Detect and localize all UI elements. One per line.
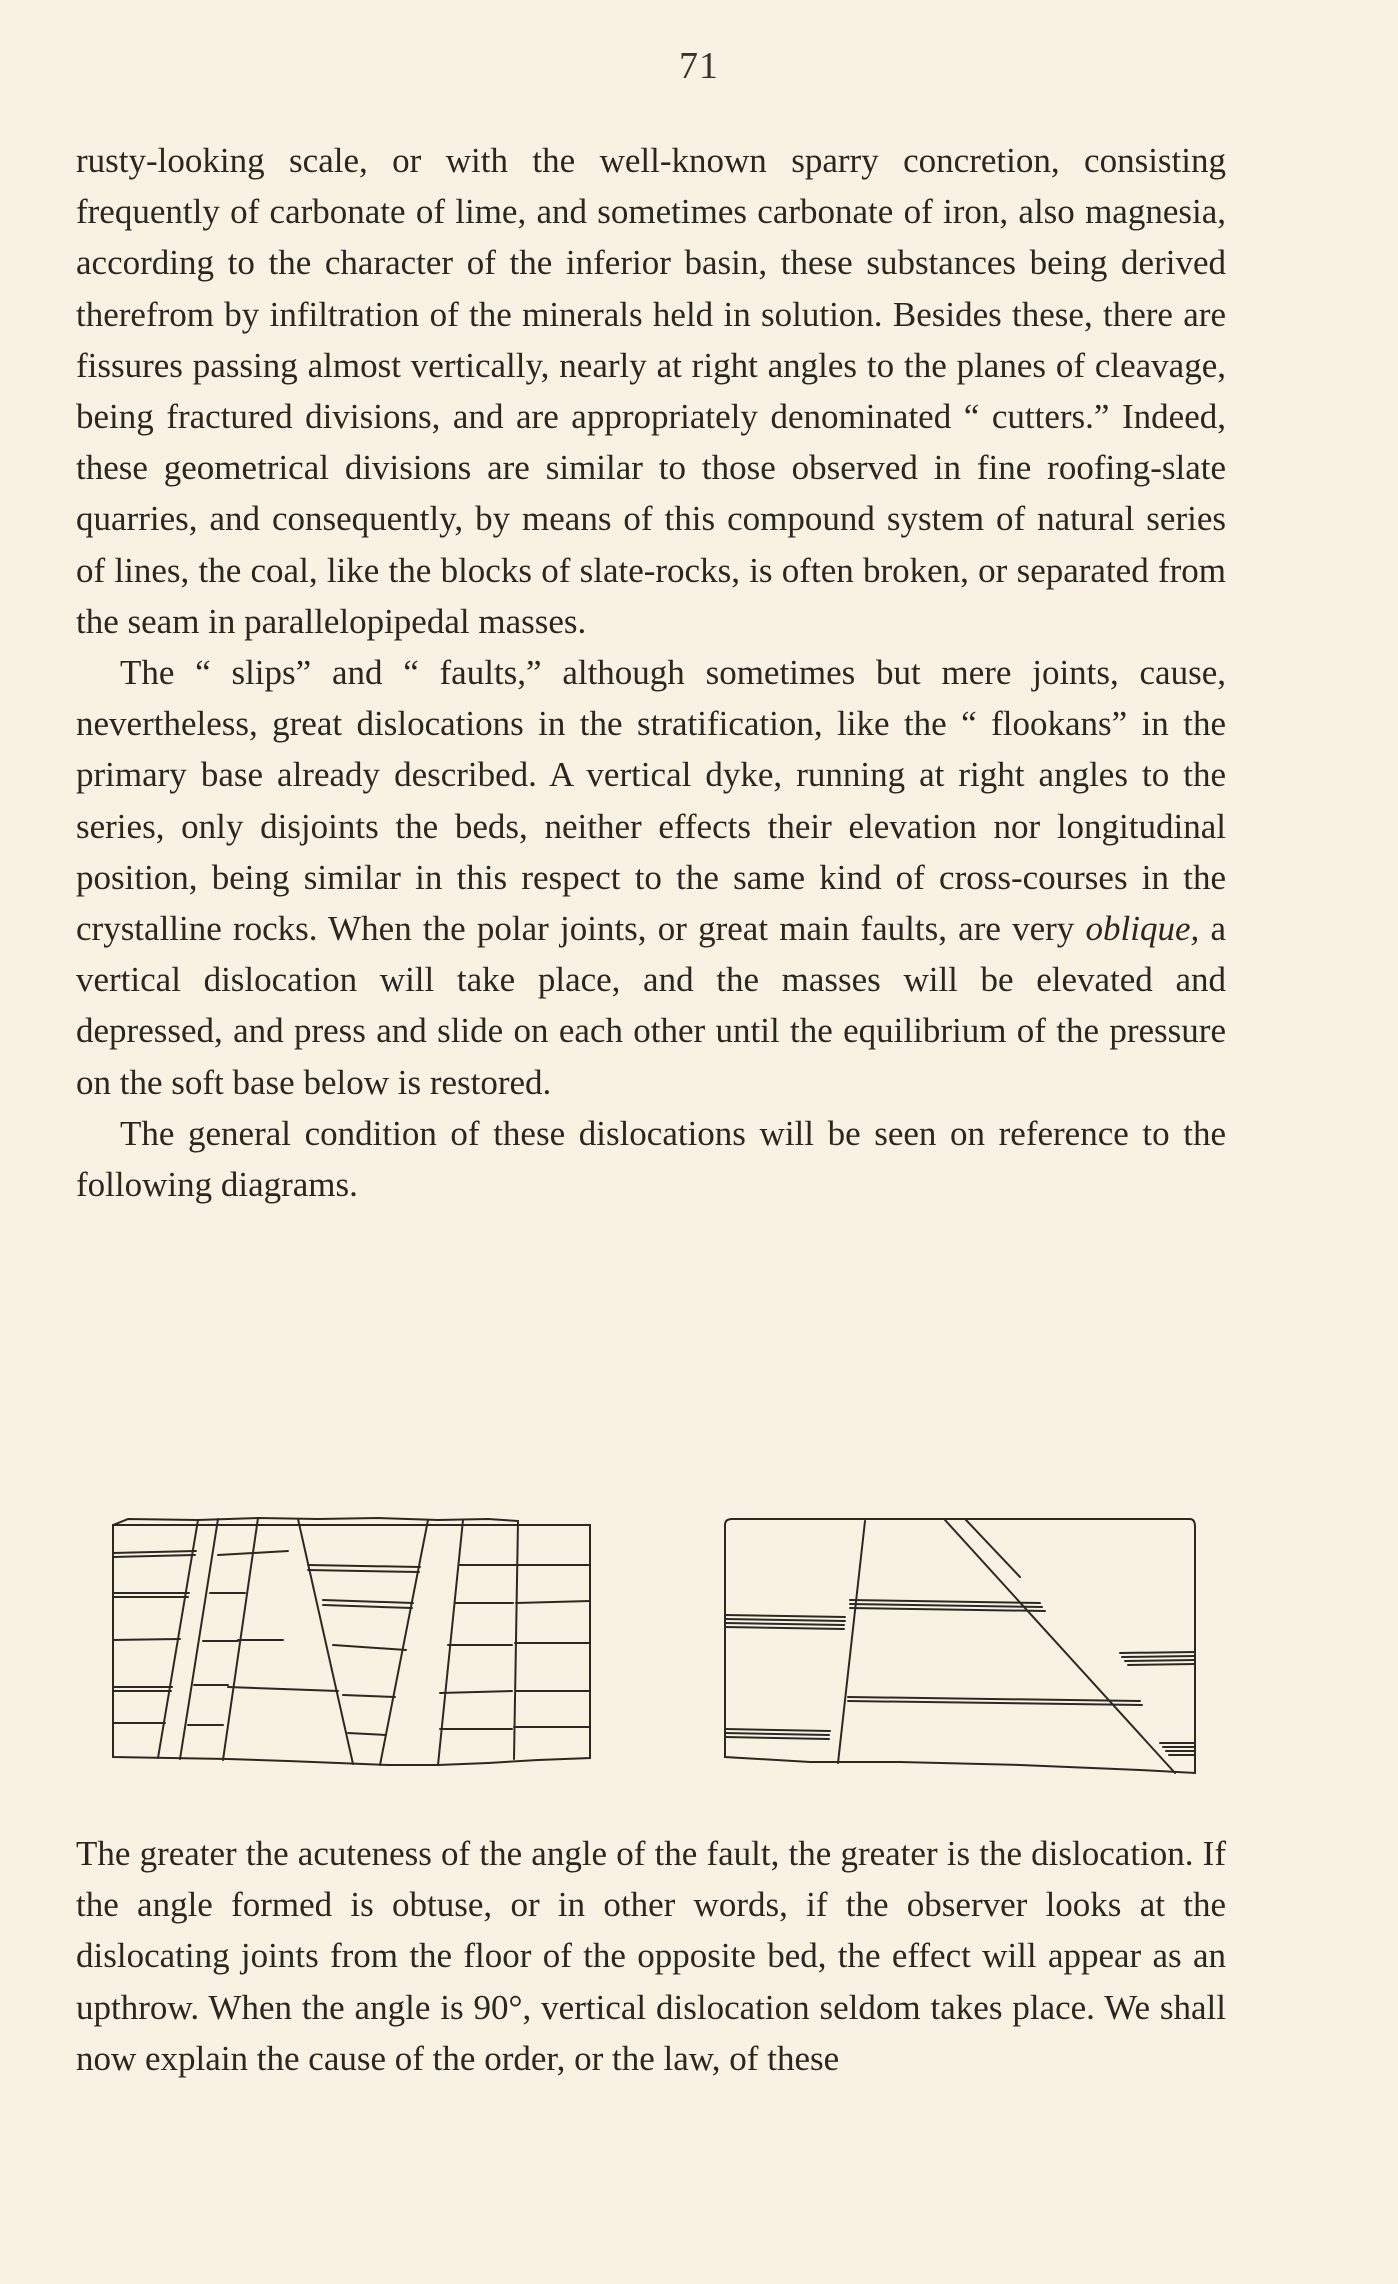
- paragraph-2-italic-word: oblique,: [1085, 909, 1200, 949]
- oblique-fault-diagram-icon: [720, 1515, 1200, 1777]
- body-text-bottom: [76, 1828, 1226, 2084]
- stratified-faults-diagram-icon: [108, 1515, 593, 1775]
- paragraph-2: [76, 647, 1226, 1108]
- paragraph-2-text-a: The “ slips” and “ faults,” although sometimes but mere joints, cause, nevertheless, great dislocations in the stratification, like the “ flookans” in the primary base already described. A vertical dyke, running at right angles to the series, only disjoints the beds, neither effects their elevation nor longitudinal position, being similar in this respect to the same kind of cross-courses in the crystalline rocks. When the polar joints, or great main faults, are very: [76, 653, 1226, 949]
- paragraph-3: The general condition of these dislocations will be seen on reference to the following diagrams.: [76, 1113, 1226, 1205]
- paragraph-1: rusty-looking scale, or with the well-known sparry concretion, consisting frequently of carbonate of lime, and sometimes carbonate of iron, also magnesia, according to the character of the inferior basin, these substances being derived therefrom by infiltration of the minerals held in solution. Besides these, there are fissures passing almost vertically, nearly at right angles to the planes of cleavage, being fractured divisions, and are appropriately denominated “ cutters.” Indeed, these geometrical divisions are similar to those observed in fine roofing-slate quarries, and consequently, by means of this compound system of natural series of lines, the coal, like the blocks of slate-rocks, is often broken, or separated from the seam in parallelopipedal masses.: [76, 141, 1226, 641]
- body-text-top: [76, 135, 1226, 1210]
- paragraph-4: The greater the acuteness of the angle of the fault, the greater is the dislocation. If the angle formed is obtuse, or in other words, if the observer looks at the dislocating joints from the floor of the opposite bed, the effect will appear as an upthrow. When the angle is 90°, vertical dislocation seldom takes place. We shall now explain the cause of the order, or the law, of these: [76, 1834, 1226, 2078]
- paragraph-2-text-b: a vertical dislocation will take place, and the masses will be elevated and depressed, and press and slide on each other until the equilibrium of the pressure on the soft base below is restored.: [76, 909, 1226, 1102]
- page-number: 71: [679, 45, 719, 87]
